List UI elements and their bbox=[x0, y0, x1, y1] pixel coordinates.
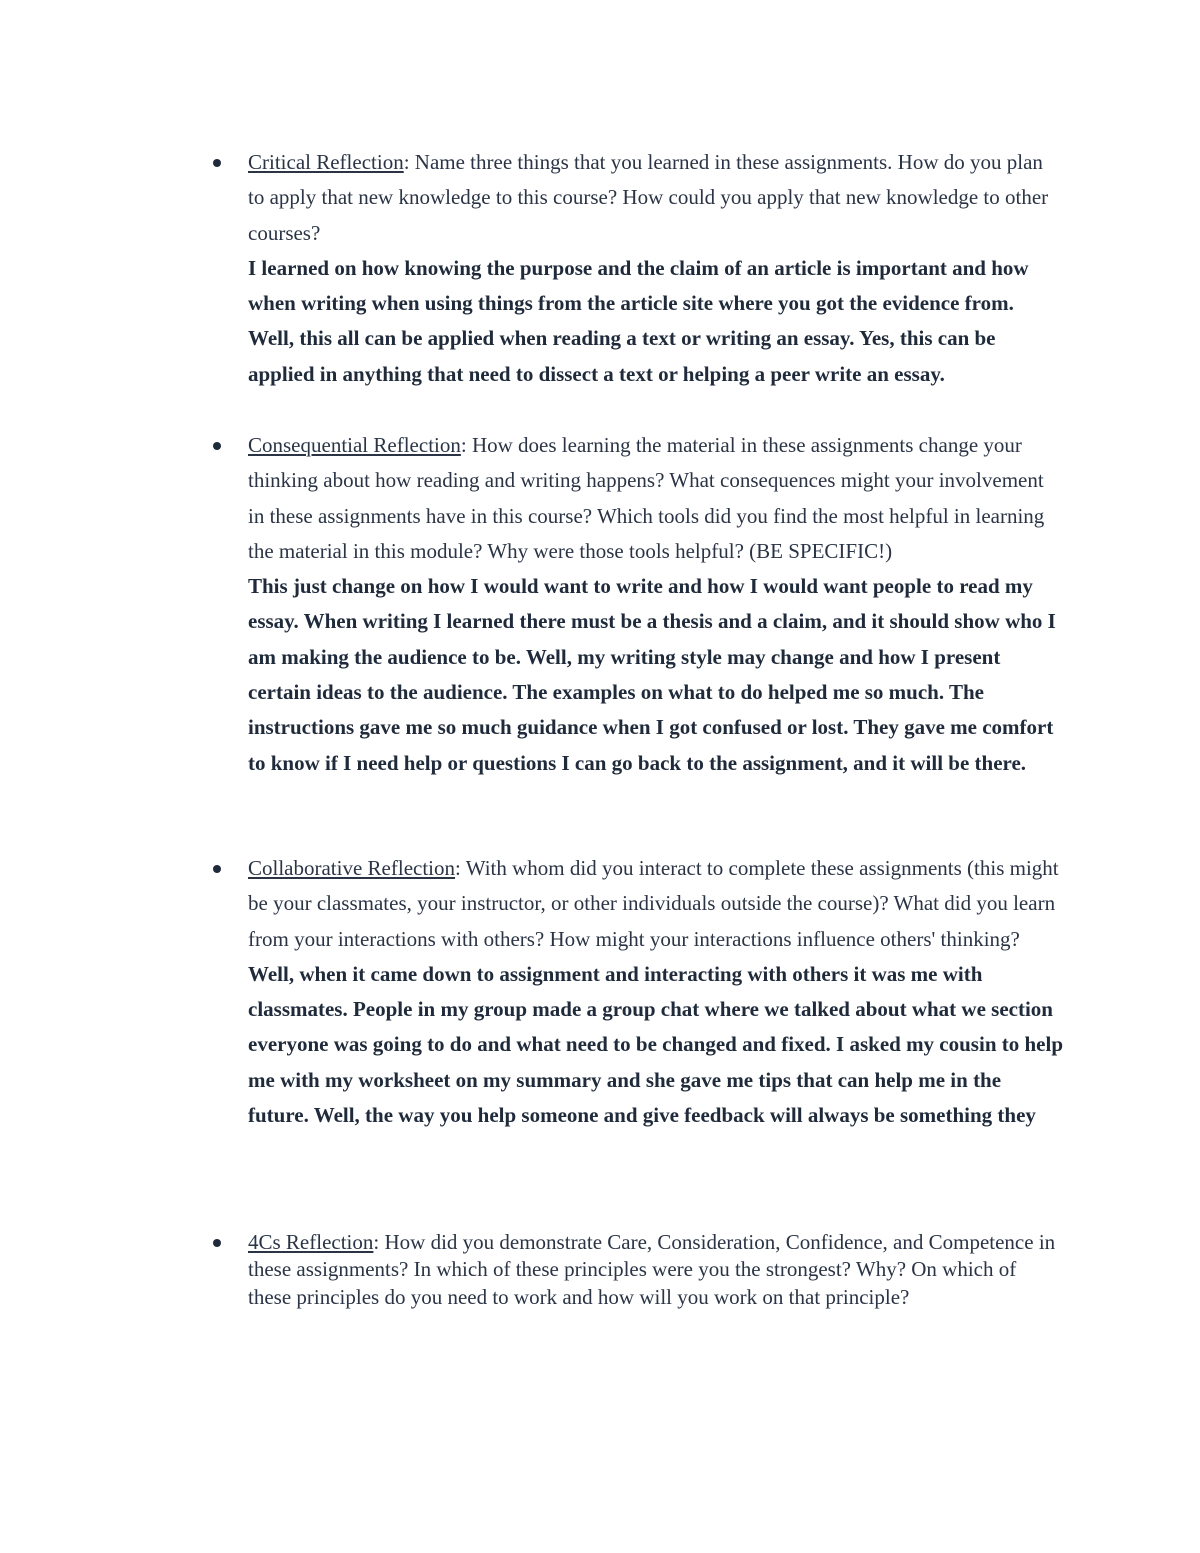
reflection-label: Collaborative Reflection bbox=[248, 856, 456, 880]
question-text: : With whom did you interact to complete these assignments (this might be your classmates, your instructor, or other individuals outside the course)? What did you learn from your interactions with others? How might your interactions influence others' thinking? bbox=[248, 856, 1059, 951]
bullet-icon bbox=[213, 865, 221, 873]
reflection-body bbox=[248, 428, 1063, 781]
question-text: : How did you demonstrate Care, Consideration, Confidence, and Competence in these assignments? In which of these principles were you the strongest? Why? On which of these principles do you need to work and how will you work on that principle? bbox=[248, 1230, 1056, 1309]
bullet-icon bbox=[213, 442, 221, 450]
reflection-answer: This just change on how I would want to write and how I would want people to read my essay. When writing I learned there must be a thesis and a claim, and it should show who I am making the audience to be. Well, my writing style may change and how I present certain ideas to the audience. The examples on what to do helped me so much. The instructions gave me so much guidance when I got confused or lost. They gave me comfort to know if I need help or questions I can go back to the assignment, and it will be there. bbox=[248, 574, 1056, 775]
reflection-question bbox=[248, 1229, 1063, 1311]
reflection-question bbox=[248, 428, 1063, 569]
bullet-icon bbox=[213, 159, 221, 167]
reflection-label: 4Cs Reflection bbox=[248, 1230, 374, 1254]
reflection-answer: Well, when it came down to assignment and interacting with others it was me with classmates. People in my group made a group chat where we talked about what we section everyone was going to do and what need to be changed and fixed. I asked my cousin to help me with my worksheet on my summary and she gave me tips that can help me in the future. Well, the way you help someone and give feedback will always be something they bbox=[248, 961, 1064, 1128]
reflection-question bbox=[248, 145, 1063, 251]
question-text: : Name three things that you learned in these assignments. How do you plan to apply that new knowledge to this course? How could you apply that new knowledge to other courses? bbox=[248, 150, 1049, 245]
reflection-question bbox=[248, 851, 1063, 957]
bullet-icon bbox=[213, 1239, 221, 1247]
reflection-body bbox=[248, 1229, 1063, 1311]
reflection-answer: I learned on how knowing the purpose and the claim of an article is important and how when writing when using things from the article site where you got the evidence from. Well, this all can be applied when reading a text or writing an essay. Yes, this can be applied in anything that need to dissect a text or helping a peer write an essay. bbox=[248, 255, 1029, 386]
reflection-body bbox=[248, 145, 1063, 392]
question-text: : How does learning the material in these assignments change your thinking about how reading and writing happens? What consequences might your involvement in these assignments have in this course? Which tools did you find the most helpful in learning the material in this module? Why were those tools helpful? (BE SPECIFIC!) bbox=[248, 433, 1045, 563]
reflection-label: Consequential Reflection bbox=[248, 433, 461, 457]
reflection-label: Critical Reflection bbox=[248, 150, 404, 174]
reflection-body bbox=[248, 851, 1063, 1133]
